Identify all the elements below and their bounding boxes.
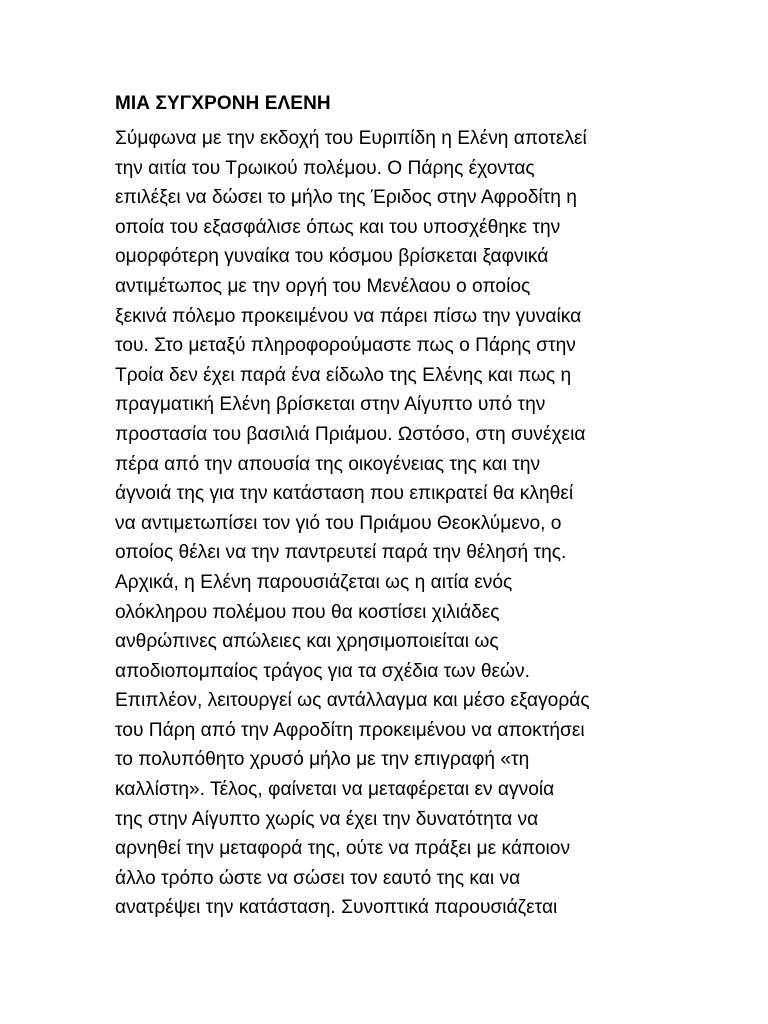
body-line: την αιτία του Τρωικού πολέμου. Ο Πάρης έχοντας: [115, 157, 535, 179]
body-line: πραγματική Ελένη βρίσκεται στην Αίγυπτο υπό την: [115, 394, 546, 416]
body-line: Τροία δεν έχει παρά ένα είδωλο της Ελένης και πως η: [115, 364, 572, 386]
body-line: Αρχικά, η Ελένη παρουσιάζεται ως η αιτία ενός: [115, 571, 513, 593]
body-line: να αντιμετωπίσει τον γιό του Πριάμου Θεοκλύμενο, ο: [115, 512, 562, 534]
body-line: προστασία του βασιλιά Πριάμου. Ωστόσο, στη συνέχεια: [115, 423, 586, 445]
body-line: αρνηθεί την μεταφορά της, ούτε να πράξει με κάποιον: [115, 838, 571, 860]
body-line: ολόκληρου πολέμου που θα κοστίσει χιλιάδες: [115, 601, 500, 623]
body-line: άλλο τρόπο ώστε να σώσει τον εαυτό της και να: [115, 867, 521, 889]
body-line: Επιπλέον, λειτουργεί ως αντάλλαγμα και μέσο εξαγοράς: [115, 690, 590, 712]
document-title: ΜΙΑ ΣΥΓΧΡΟΝΗ ΕΛΕΝΗ: [115, 93, 331, 114]
body-line: Σύμφωνα με την εκδοχή του Ευριπίδη η Ελένη αποτελεί: [115, 128, 587, 149]
body-line: πέρα από την απουσία της οικογένειας της και την: [115, 453, 541, 475]
body-line: ομορφότερη γυναίκα του κόσμου βρίσκεται ξαφνικά: [115, 246, 549, 268]
body-line: ξεκινά πόλεμο προκειμένου να πάρει πίσω την γυναίκα: [115, 305, 582, 327]
body-line: επιλέξει να δώσει το μήλο της Έριδος στην Αφροδίτη η: [115, 187, 577, 209]
document-body: [115, 124, 675, 923]
body-line: οποία του εξασφάλισε όπως και του υποσχέθηκε την: [115, 216, 561, 238]
body-line: ανατρέψει την κατάσταση. Συνοπτικά παρουσιάζεται: [115, 897, 558, 919]
body-line: ανθρώπινες απώλειες και χρησιμοποιείται ως: [115, 631, 499, 653]
body-line: του. Στο μεταξύ πληροφορούμαστε πως ο Πάρης στην: [115, 335, 576, 357]
body-line: καλλίστη». Τέλος, φαίνεται να μεταφέρεται εν αγνοία: [115, 779, 555, 801]
body-line: της στην Αίγυπτο χωρίς να έχει την δυνατότητα να: [115, 808, 539, 830]
body-line: οποίος θέλει να την παντρευτεί παρά την θέλησή της.: [115, 542, 567, 564]
body-line: αποδιοπομπαίος τράγος για τα σχέδια των θεών.: [115, 660, 530, 682]
body-line: αντιμέτωπος με την οργή του Μενέλαου ο οποίος: [115, 275, 531, 297]
body-line: το πολυπόθητο χρυσό μήλο με την επιγραφή «τη: [115, 749, 530, 771]
body-line: του Πάρη από την Αφροδίτη προκειμένου να αποκτήσει: [115, 719, 585, 741]
body-line: άγνοιά της για την κατάσταση που επικρατεί θα κληθεί: [115, 483, 574, 505]
